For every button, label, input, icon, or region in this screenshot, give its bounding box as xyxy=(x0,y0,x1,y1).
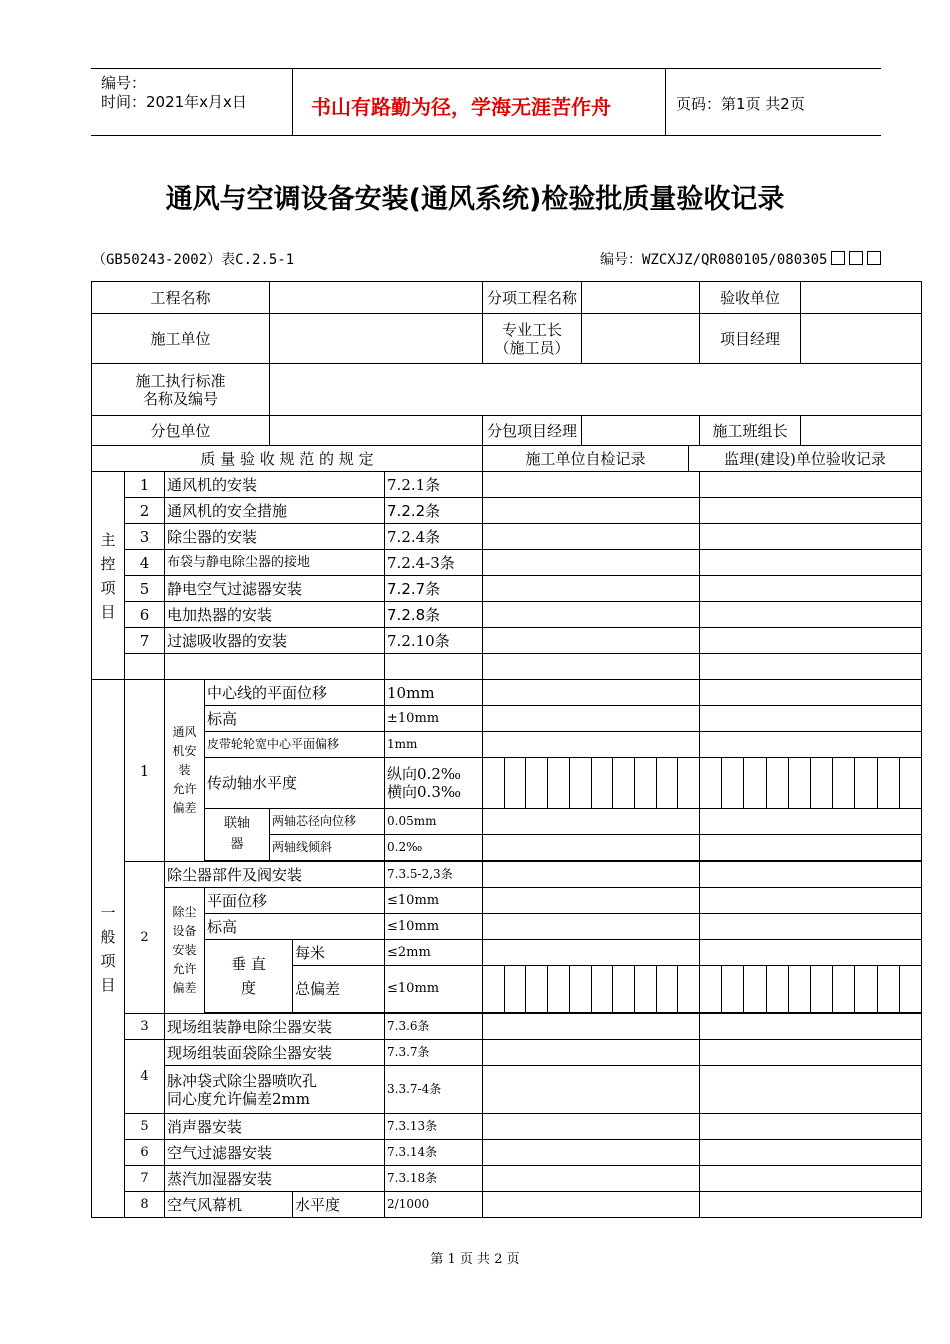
main-item-clause: 7.2.4-3条 xyxy=(385,550,483,576)
main-item-name-empty[interactable] xyxy=(165,654,385,680)
g8-sup-grid[interactable] xyxy=(700,1192,922,1218)
self-check-header: 施工单位自检记录 xyxy=(483,446,689,472)
g2-parts: 除尘器部件及阀安装 xyxy=(165,862,385,888)
main-item-supervision[interactable] xyxy=(700,550,922,576)
g1-self-grid[interactable] xyxy=(483,758,700,809)
main-item-self-check[interactable] xyxy=(483,628,700,654)
main-item-num-empty xyxy=(125,654,165,680)
g1-belt: 皮带轮轮宽中心平面偏移 xyxy=(205,732,385,758)
g2-parts-val: 7.3.5-2,3条 xyxy=(385,862,483,888)
header-time-label: 时间：2021年x月x日 xyxy=(101,93,247,111)
g4-sup[interactable] xyxy=(700,1040,922,1066)
g1-shaft-val-2: 横向0.3‰ xyxy=(387,783,461,801)
g1-self-grid[interactable] xyxy=(483,835,700,861)
page-footer: 第 1 页 共 2 页 xyxy=(430,1252,520,1267)
g4-clause-1: 7.3.7条 xyxy=(385,1040,483,1066)
spec-header: 质 量 验 收 规 范 的 规 定 xyxy=(92,446,483,472)
g2-sup-grid[interactable] xyxy=(700,888,922,914)
main-item-name: 通风机的安装 xyxy=(165,472,385,498)
g7-name: 蒸汽加湿器安装 xyxy=(165,1166,385,1192)
g1-elevation: 标高 xyxy=(205,706,385,732)
main-control-text: 主 控 项 目 xyxy=(100,530,116,621)
g1-center-val: 10mm xyxy=(385,680,483,706)
g1-sup-grid[interactable] xyxy=(700,680,922,706)
g2-sup-grid[interactable] xyxy=(700,940,922,966)
main-control-label xyxy=(92,472,125,680)
main-item-supervision[interactable] xyxy=(700,498,922,524)
main-item-name: 通风机的安全措施 xyxy=(165,498,385,524)
g1-radial-val: 0.05mm xyxy=(385,809,483,835)
g1-tilt-val: 0.2‰ xyxy=(385,835,483,861)
g4-name-2 xyxy=(165,1066,385,1114)
g2-self-grid[interactable] xyxy=(483,862,700,888)
g6-clause: 7.3.14条 xyxy=(385,1140,483,1166)
g1-sup-grid[interactable] xyxy=(700,732,922,758)
g4-name-2-text: 脉冲袋式除尘器喷吹孔 同心度允许偏差2mm xyxy=(167,1071,318,1108)
g8-sub: 水平度 xyxy=(293,1192,385,1218)
g1-radial: 两轴芯径向位移 xyxy=(270,809,385,835)
g6-name: 空气过滤器安装 xyxy=(165,1140,385,1166)
g2-vertical-text: 垂 直 度 xyxy=(231,955,266,997)
g6-num: 6 xyxy=(125,1140,165,1166)
header-divider-1 xyxy=(292,68,293,135)
g8-clause: 2/1000 xyxy=(385,1192,483,1218)
form-number-text: 编号：WZCXJZ/QR080105/080305 xyxy=(600,252,828,268)
checkbox-3[interactable] xyxy=(867,251,881,265)
g2-num: 2 xyxy=(125,862,165,1014)
main-item-supervision[interactable] xyxy=(700,524,922,550)
main-item-self-check[interactable] xyxy=(483,550,700,576)
supervision-header: 监理(建设)单位验收记录 xyxy=(689,446,922,472)
main-item-clause: 7.2.7条 xyxy=(385,576,483,602)
subcontract-unit-label: 分包单位 xyxy=(92,416,270,446)
main-item-self-check[interactable] xyxy=(483,524,700,550)
g2-total: 总偏差 xyxy=(293,966,385,1013)
main-item-self-check[interactable] xyxy=(483,654,700,680)
main-item-supervision[interactable] xyxy=(700,602,922,628)
main-item-name: 过滤吸收器的安装 xyxy=(165,628,385,654)
g2-total-val: ≤10mm xyxy=(385,966,483,1013)
g2-self-grid[interactable] xyxy=(483,966,700,1013)
acceptance-unit-value[interactable] xyxy=(801,282,922,314)
g2-sup-grid[interactable] xyxy=(700,914,922,940)
g6-sup[interactable] xyxy=(700,1140,922,1166)
standard-code: （GB50243-2002）表C.2.5-1 xyxy=(92,252,295,268)
g7-num: 7 xyxy=(125,1166,165,1192)
project-name-value[interactable] xyxy=(270,282,483,314)
header-page-label: 页码：第1页 共2页 xyxy=(676,95,805,113)
main-item-clause-empty[interactable] xyxy=(385,654,483,680)
g5-name: 消声器安装 xyxy=(165,1114,385,1140)
g2-group xyxy=(165,888,205,1014)
header-divider-2 xyxy=(665,68,666,135)
g2-plane: 平面位移 xyxy=(205,888,385,914)
main-item-clause: 7.2.2条 xyxy=(385,498,483,524)
g3-num: 3 xyxy=(125,1014,165,1040)
subproject-name-label: 分项工程名称 xyxy=(483,282,582,314)
g3-name: 现场组装静电除尘器安装 xyxy=(165,1014,385,1040)
g1-sup-grid[interactable] xyxy=(700,758,922,809)
standard-name-value[interactable] xyxy=(270,364,922,416)
page-title: 通风与空调设备安装(通风系统)检验批质量验收记录 xyxy=(165,184,785,215)
team-leader-label: 施工班组长 xyxy=(700,416,801,446)
g1-self-grid[interactable] xyxy=(483,706,700,732)
foreman-line-2: （施工员） xyxy=(494,338,570,357)
g4-sup[interactable] xyxy=(700,1066,922,1114)
project-name-label: 工程名称 xyxy=(92,282,270,314)
g1-sup-grid[interactable] xyxy=(700,706,922,732)
g1-self-grid[interactable] xyxy=(483,809,700,835)
standard-name-line-2: 名称及编号 xyxy=(143,389,219,408)
g7-self[interactable] xyxy=(483,1166,700,1192)
g1-sup-grid[interactable] xyxy=(700,809,922,835)
g1-self-grid[interactable] xyxy=(483,680,700,706)
main-item-num: 7 xyxy=(125,628,165,654)
g2-vertical xyxy=(205,940,293,1013)
g2-plane-val: ≤10mm xyxy=(385,888,483,914)
main-item-self-check[interactable] xyxy=(483,576,700,602)
g1-shaft-val-1: 纵向0.2‰ xyxy=(387,765,461,783)
header-top-rule xyxy=(91,68,881,69)
g2-self-grid[interactable] xyxy=(483,914,700,940)
general-text: 一 般 项 目 xyxy=(100,903,116,994)
construction-unit-label: 施工单位 xyxy=(92,314,270,364)
inspection-table xyxy=(91,281,922,1218)
checkbox-1[interactable] xyxy=(831,251,845,265)
main-item-name: 电加热器的安装 xyxy=(165,602,385,628)
g7-clause: 7.3.18条 xyxy=(385,1166,483,1192)
project-manager-label: 项目经理 xyxy=(700,314,801,364)
standard-name-label xyxy=(92,364,270,416)
main-item-name: 静电空气过滤器安装 xyxy=(165,576,385,602)
g1-num: 1 xyxy=(125,680,165,862)
main-item-clause: 7.2.8条 xyxy=(385,602,483,628)
standard-name-line-1: 施工执行标准 xyxy=(135,371,226,390)
g8-num: 8 xyxy=(125,1192,165,1218)
g2-elev-val: ≤10mm xyxy=(385,914,483,940)
g2-self-grid[interactable] xyxy=(483,888,700,914)
main-item-supervision[interactable] xyxy=(700,472,922,498)
main-item-clause: 7.2.10条 xyxy=(385,628,483,654)
g2-sup-grid[interactable] xyxy=(700,862,922,888)
main-item-num: 4 xyxy=(125,550,165,576)
acceptance-unit-label: 验收单位 xyxy=(700,282,801,314)
main-item-self-check[interactable] xyxy=(483,498,700,524)
construction-unit-value[interactable] xyxy=(270,314,483,364)
g1-tilt: 两轴线倾斜 xyxy=(270,835,385,861)
g2-self-grid[interactable] xyxy=(483,940,700,966)
g1-shaft-val xyxy=(385,758,483,809)
main-item-num: 3 xyxy=(125,524,165,550)
g2-per-m: 每米 xyxy=(293,940,385,966)
main-item-self-check[interactable] xyxy=(483,472,700,498)
g2-elev: 标高 xyxy=(205,914,385,940)
main-item-clause: 7.2.4条 xyxy=(385,524,483,550)
form-number xyxy=(600,249,881,269)
main-item-num: 1 xyxy=(125,472,165,498)
main-item-num: 5 xyxy=(125,576,165,602)
subcontract-pm-value[interactable] xyxy=(582,416,700,446)
g3-self[interactable] xyxy=(483,1014,700,1040)
main-item-supervision[interactable] xyxy=(700,576,922,602)
team-leader-value[interactable] xyxy=(801,416,922,446)
main-item-name: 布袋与静电除尘器的接地 xyxy=(165,550,385,576)
g1-group xyxy=(165,680,205,862)
g1-sup-grid[interactable] xyxy=(700,835,922,861)
g2-group-text: 除尘 设备 安装 允许 偏差 xyxy=(172,904,197,996)
project-manager-value[interactable] xyxy=(801,314,922,364)
g1-coupling xyxy=(205,809,270,861)
g4-self[interactable] xyxy=(483,1040,700,1066)
header-motto: 书山有路勤为径，学海无涯苦作舟 xyxy=(311,95,611,119)
main-item-supervision[interactable] xyxy=(700,654,922,680)
foreman-line-1: 专业工长 xyxy=(502,320,563,339)
g1-elevation-val: ±10mm xyxy=(385,706,483,732)
foreman-label xyxy=(483,314,582,364)
g4-name-1: 现场组装面袋除尘器安装 xyxy=(165,1040,385,1066)
g5-sup[interactable] xyxy=(700,1114,922,1140)
g1-shaft: 传动轴水平度 xyxy=(205,758,385,809)
g8-self-grid[interactable] xyxy=(483,1192,700,1218)
subcontract-unit-value[interactable] xyxy=(270,416,483,446)
g6-self[interactable] xyxy=(483,1140,700,1166)
g4-num: 4 xyxy=(125,1040,165,1114)
g7-sup[interactable] xyxy=(700,1166,922,1192)
g1-belt-val: 1mm xyxy=(385,732,483,758)
g2-sup-grid[interactable] xyxy=(700,966,922,1013)
general-label xyxy=(92,680,125,1218)
g3-clause: 7.3.6条 xyxy=(385,1014,483,1040)
g8-name: 空气风幕机 xyxy=(165,1192,293,1218)
checkbox-2[interactable] xyxy=(849,251,863,265)
main-item-name: 除尘器的安装 xyxy=(165,524,385,550)
main-item-num: 6 xyxy=(125,602,165,628)
main-item-supervision[interactable] xyxy=(700,628,922,654)
header-bottom-rule xyxy=(91,135,881,136)
g1-coupling-text: 联轴 器 xyxy=(224,815,251,852)
g1-self-grid[interactable] xyxy=(483,732,700,758)
g3-sup[interactable] xyxy=(700,1014,922,1040)
g2-per-m-val: ≤2mm xyxy=(385,940,483,966)
g5-num: 5 xyxy=(125,1114,165,1140)
subcontract-pm-label: 分包项目经理 xyxy=(483,416,582,446)
main-item-self-check[interactable] xyxy=(483,602,700,628)
foreman-value[interactable] xyxy=(582,314,700,364)
g4-clause-2: 3.3.7-4条 xyxy=(385,1066,483,1114)
g5-self[interactable] xyxy=(483,1114,700,1140)
main-item-clause: 7.2.1条 xyxy=(385,472,483,498)
subproject-name-value[interactable] xyxy=(582,282,700,314)
g4-self[interactable] xyxy=(483,1066,700,1114)
header-number-label: 编号： xyxy=(101,74,147,92)
g5-clause: 7.3.13条 xyxy=(385,1114,483,1140)
g1-group-text: 通风 机安 装 允许 偏差 xyxy=(172,724,197,816)
g1-center-offset: 中心线的平面位移 xyxy=(205,680,385,706)
main-item-num: 2 xyxy=(125,498,165,524)
